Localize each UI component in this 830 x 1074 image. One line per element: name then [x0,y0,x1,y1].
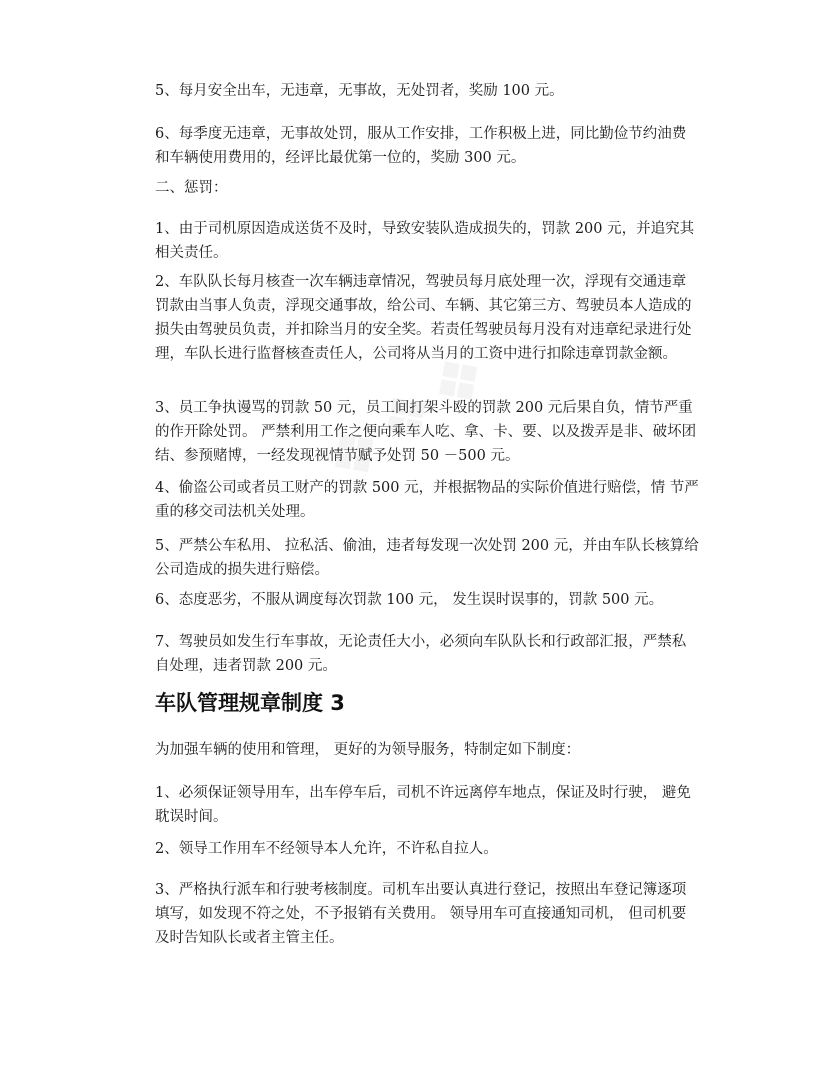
paragraph-rules-1: 1、必须保证领导用车，出车停车后，司机不许远离停车地点，保证及时行驶， 避免耽误时间。 [155,785,691,825]
paragraph-punishment-7: 7、驾驶员如发生行车事故，无论责任大小，必须向车队队长和行政部汇报，严禁私自处理，违者罚款 200 元。 [155,634,687,674]
paragraph-punishment-1: 1、由于司机原因造成送货不及时，导致安装队造成损失的，罚款 200 元，并追究其相关责任。 [155,221,695,261]
paragraph-rules-3: 3、严格执行派车和行驶考核制度。司机车出要认真进行登记，按照出车登记簿逐项填写，如发现不符之处，不予报销有关费用。 领导用车可直接通知司机， 但司机要及时告知队长或者主管主任。 [155,882,687,946]
section-heading: 车队管理规章制度 3 [155,691,345,715]
paragraph-punishment-heading: 二、惩罚： [155,180,228,196]
paragraph-punishment-4: 4、偷盗公司或者员工财产的罚款 500 元，并根据物品的实际价值进行赔偿，情 节严重的移交司法机关处理。 [155,480,699,520]
paragraph-rules-intro: 为加强车辆的使用和管理， 更好的为领导服务，特制定如下制度： [155,742,581,758]
paragraph-reward-5: 5、每月安全出车，无违章，无事故，无处罚者，奖励 100 元。 [155,83,564,99]
paragraph-punishment-2: 2、车队队长每月核查一次车辆违章情况，驾驶员每月底处理一次，浮现有交通违章罚款由当事人负责，浮现交通事故，给公司、车辆、其它第三方、驾驶员本人造成的损失由驾驶员负责，并扣除当月的安全奖。若责任驾驶员每月没有对违章纪录进行处理，车队长进行监督核查责任人，公司将从当月的工资中进行扣除违章罚款金额。 [155,274,692,362]
paragraph-rules-2: 2、领导工作用车不经领导本人允许，不许私自拉人。 [155,841,498,857]
paragraph-punishment-5: 5、严禁公车私用、 拉私活、偷油，违者每发现一次处罚 200 元，并由车队长核算给公司造成的损失进行赔偿。 [155,538,699,578]
paragraph-punishment-3: 3、员工争执谩骂的罚款 50 元，员工间打架斗殴的罚款 200 元后果自负，情节严重的作开除处罚。 严禁利用工作之便向乘车人吃、拿、卡、要、以及拨弄是非、破坏团结、参预赌博，一经发现视情节赋予处罚 50 －500 元。 [155,400,697,464]
paragraph-punishment-6: 6、态度恶劣，不服从调度每次罚款 100 元， 发生误时误事的，罚款 500 元。 [155,592,664,608]
paragraph-reward-6: 6、每季度无违章，无事故处罚，服从工作安排，工作积极上进，同比勤俭节约油费和车辆使用费用的，经评比最优第一位的，奖励 300 元。 [155,126,687,166]
